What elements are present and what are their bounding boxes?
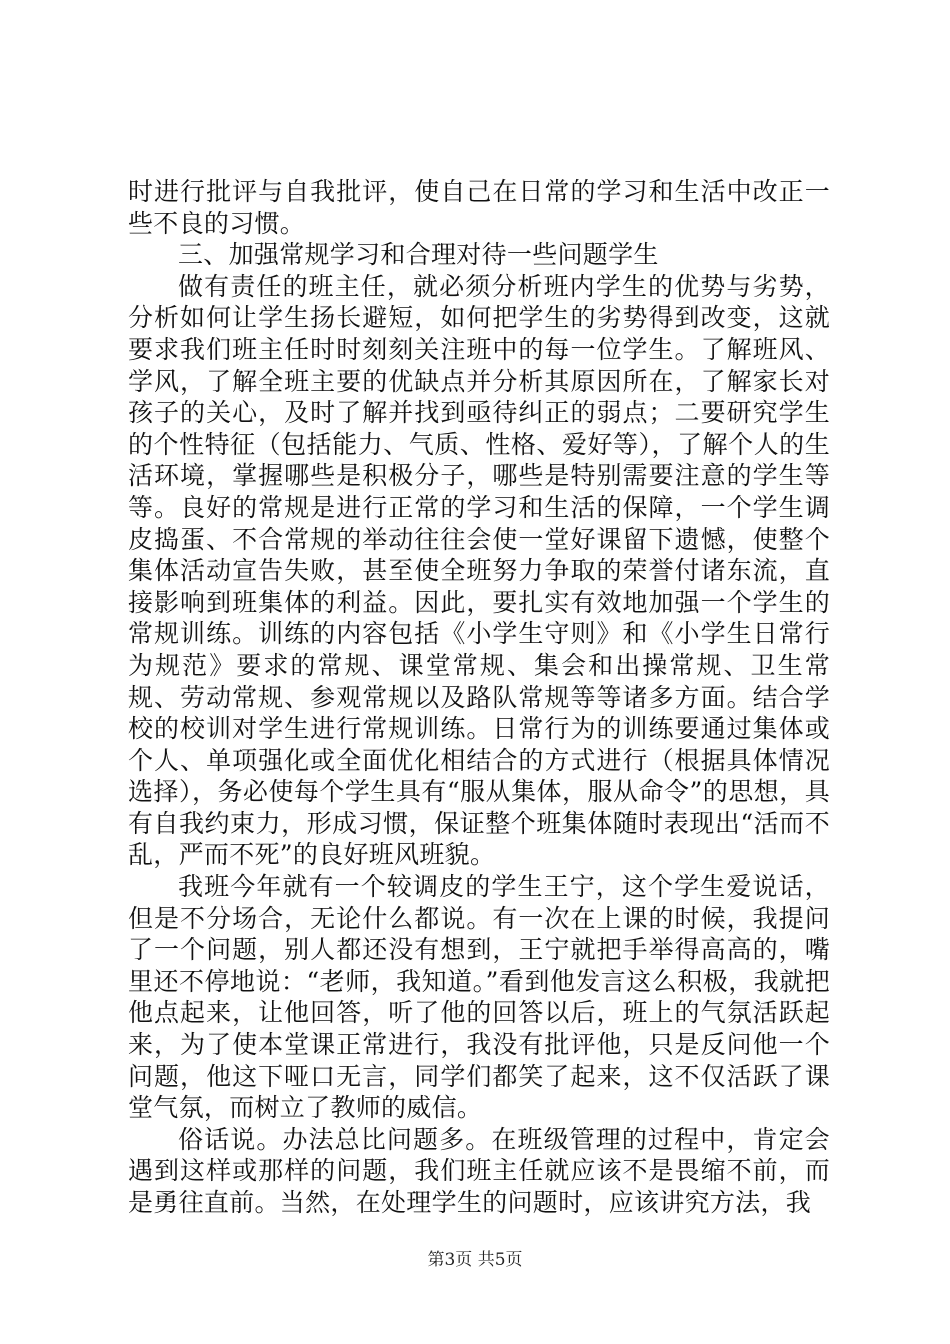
paragraph: 做有责任的班主任，就必须分析班内学生的优势与劣势，分析如何让学生扬长避短，如何把学生的劣势得到改变，这就要求我们班主任时时刻刻关注班中的每一位学生。了解班风、学风，了解全班主要的优缺点并分析其原因所在，了解家长对孩子的关心，及时了解并找到亟待纠正的弱点；二要研究学生的个性特征（包括能力、气质、性格、爱好等），了解个人的生活环境，掌握哪些是积极分子，哪些是特别需要注意的学生等等。良好的常规是进行正常的学习和生活的保障，一个学生调皮捣蛋、不合常规的举动往往会使一堂好课留下遗憾，使整个集体活动宣告失败，甚至使全班努力争取的荣誉付诸东流，直接影响到班集体的利益。因此，要扎实有效地加强一个学生的常规训练。训练的内容包括《小学生守则》和《小学生日常行为规范》要求的常规、课堂常规、集会和出操常规、卫生常规、劳动常规、参观常规以及路队常规等等诸多方面。结合学校的校训对学生进行常规训练。日常行为的训练要通过集体或个人、单项强化或全面优化相结合的方式进行（根据具体情况选择），务必使每个学生具有“服从集体，服从命令”的思想，具有自我约束力，形成习惯，保证整个班集体随时表现出“活而不乱，严而不死”的良好班风班貌。 [128,271,830,870]
document-body [128,176,830,1219]
paragraph: 我班今年就有一个较调皮的学生王宁，这个学生爱说话，但是不分场合，无论什么都说。有一次在上课的时候，我提问了一个问题，别人都还没有想到，王宁就把手举得高高的，嘴里还不停地说：“老师，我知道。”看到他发言这么积极，我就把他点起来，让他回答，听了他的回答以后，班上的气氛活跃起来，为了使本堂课正常进行，我没有批评他，只是反问他一个问题，他这下哑口无言，同学们都笑了起来，这不仅活跃了课堂气氛，而树立了教师的威信。 [128,872,830,1123]
paragraph: 俗话说。办法总比问题多。在班级管理的过程中，肯定会遇到这样或那样的问题，我们班主任就应该不是畏缩不前，而是勇往直前。当然，在处理学生的问题时，应该讲究方法，我 [128,1124,830,1217]
section-heading: 三、加强常规学习和合理对待一些问题学生 [178,240,659,270]
paragraph: 时进行批评与自我批评，使自己在日常的学习和生活中改正一些不良的习惯。 [128,177,830,238]
page-number-footer: 第3页 共5页 [427,1250,523,1270]
